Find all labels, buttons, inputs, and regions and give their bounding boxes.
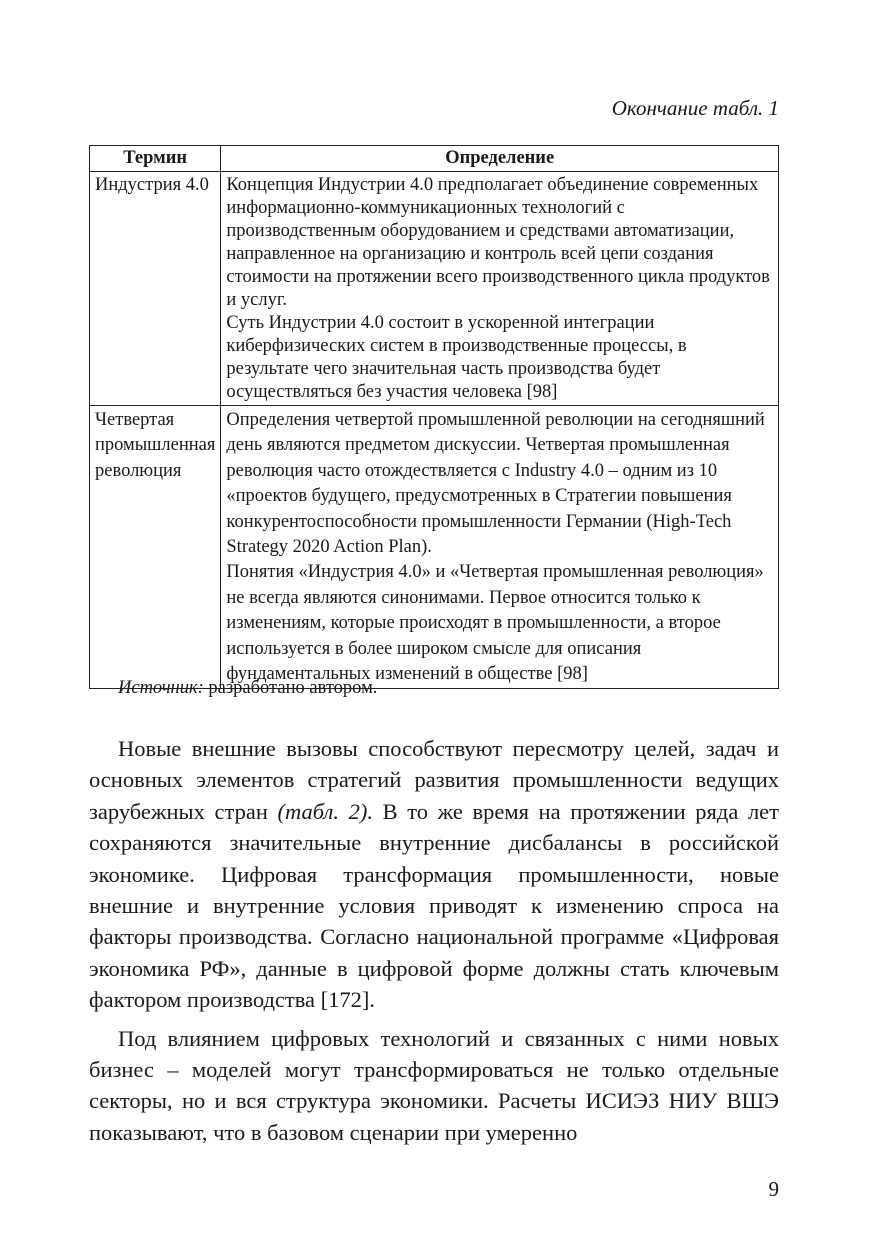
body-text [89,733,779,1155]
source-text: разработано автором. [203,678,378,698]
column-header-definition: Определение [221,146,779,172]
paragraph-text: Новые внешние вызовы способствуют пересмотру целей, задач и основных элементов стратегий развития промышленности ведущих зарубежных стран [89,736,779,824]
definition-paragraph: Определения четвертой промышленной революции на сегодняшний день являются предметом дискуссии. Четвертая промышленная революция часто отождествляется с Industry 4.0 – одним из 10 «проектов будущего, предусмотренных в Стратегии повышения конкурентоспособности промышленности Германии (High-Tech Strategy 2020 Action Plan). [226,410,765,558]
source-label: Источник: [118,678,204,698]
paragraph-text: В то же время на протяжении ряда лет сохраняются значительные внутренние дисбалансы в российской экономике. Цифровая трансформация промышленности, новые внешние и внутренние условия приводят к изменению спроса на факторы производства. Согласно национальной программе «Цифровая экономика РФ», данные в цифровой форме должны стать ключевым фактором производства [172]. [89,798,780,1013]
table-header-row [90,146,779,172]
term-cell: Индустрия 4.0 [90,172,221,406]
column-header-term: Термин [90,146,221,172]
table-row [90,406,779,689]
body-paragraph: Под влиянием цифровых технологий и связанных с ними новых бизнес – моделей могут трансформироваться не только отдельные секторы, но и вся структура экономики. Расчеты ИСИЭЗ НИУ ВШЭ показывают, что в базовом сценарии при умеренно [89,1025,779,1145]
table-source-note [118,678,377,699]
definition-paragraph: Суть Индустрии 4.0 состоит в ускоренной интеграции киберфизических систем в производственные процессы, в результате чего значительная часть производства будет осуществляться без участия человека [98] [226,313,687,402]
body-paragraph [89,733,779,1016]
table-row [90,172,779,406]
definition-cell [221,406,779,689]
definition-cell [221,172,779,406]
table-continuation-caption: Окончание табл. 1 [611,96,779,120]
term-cell: Четвертая промышленная революция [90,406,221,689]
table-reference: (табл. 2). [277,798,373,824]
page-number: 9 [768,1177,779,1201]
terms-table [89,145,779,689]
definition-paragraph: Концепция Индустрии 4.0 предполагает объединение современных информационно-коммуникационных технологий с производственным оборудованием и средствами автоматизации, направленное на организацию и контроль всей цепи создания стоимости на протяжении всего производственного цикла продуктов и услуг. [226,175,770,310]
definition-paragraph: Понятия «Индустрия 4.0» и «Четвертая промышленная революция» не всегда являются синонимами. Первое относится только к изменениям, которые происходят в промышленности, а второе используется в более широком смысле для описания фундаментальных изменений в обществе [98] [226,562,764,685]
